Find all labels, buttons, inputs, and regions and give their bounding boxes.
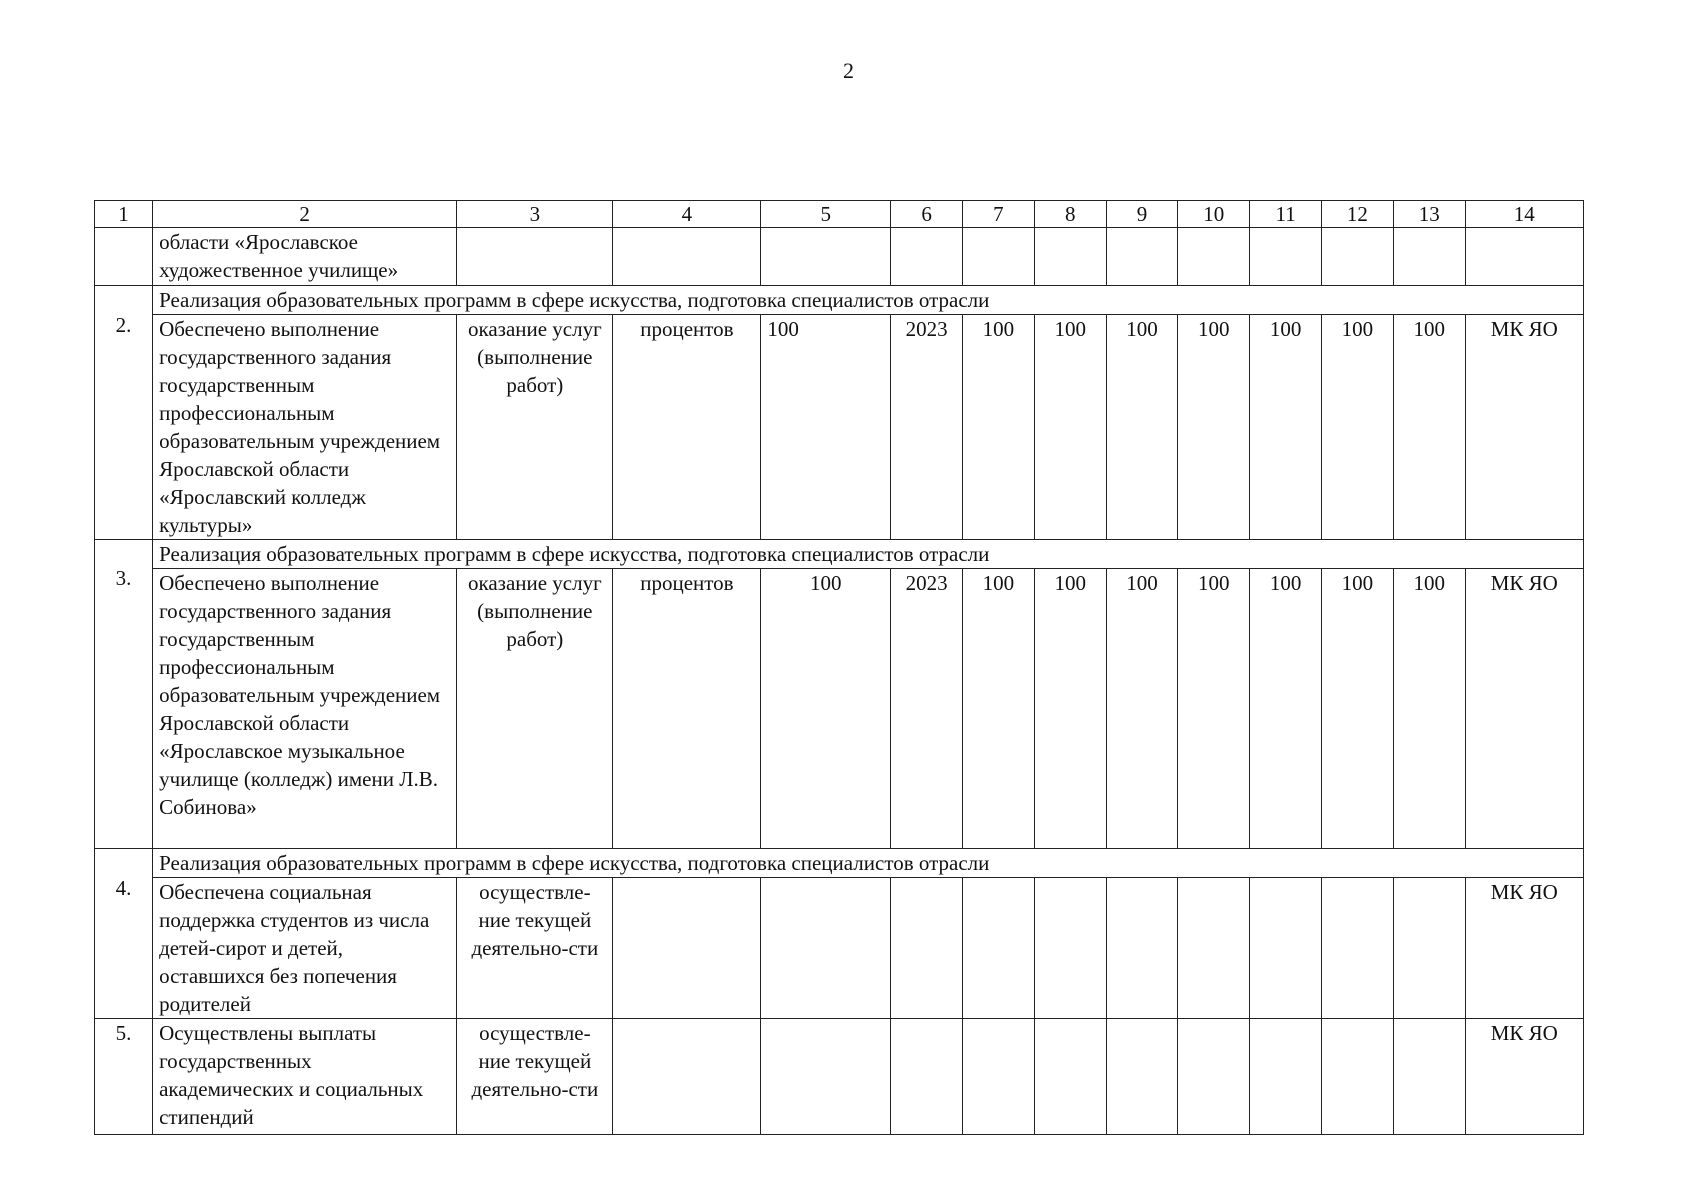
row-value-cell: 100	[1178, 315, 1250, 540]
header-cell: 10	[1178, 201, 1250, 228]
section-row	[95, 849, 1584, 878]
row-year-cell: 2023	[891, 569, 963, 849]
header-cell: 9	[1106, 201, 1178, 228]
row-name-cell: Обеспечено выполнение государственного задания государственным профессиональным образовательным учреждением Ярославской области «Ярославское музыкальное училище (колледж) имени Л.В. Собинова»	[153, 569, 457, 849]
header-row	[95, 201, 1584, 228]
section-row	[95, 286, 1584, 315]
header-cell: 11	[1250, 201, 1322, 228]
header-cell: 8	[1034, 201, 1106, 228]
row-value-cell: 100	[1322, 315, 1394, 540]
row-responsible-cell: МК ЯО	[1465, 1019, 1583, 1135]
section-title: Реализация образовательных программ в сфере искусства, подготовка специалистов отрасли	[153, 849, 1584, 878]
row-unit-cell: процентов	[613, 315, 761, 540]
row-value-cell: 100	[1034, 569, 1106, 849]
header-cell: 3	[457, 201, 613, 228]
row-base-value-cell: 100	[761, 569, 891, 849]
section-title: Реализация образовательных программ в сфере искусства, подготовка специалистов отрасли	[153, 540, 1584, 569]
row-number-cell	[95, 228, 153, 286]
header-cell: 1	[95, 201, 153, 228]
row-name-cell: Осуществлены выплаты государственных академических и социальных стипендий	[153, 1019, 457, 1135]
row-responsible-cell: МК ЯО	[1465, 315, 1583, 540]
row-value-cell: 100	[1393, 569, 1465, 849]
page-number: 2	[843, 58, 854, 83]
header-cell: 5	[761, 201, 891, 228]
row-name-cell: Обеспечена социальная поддержка студентов из числа детей-сирот и детей, оставшихся без попечения родителей	[153, 878, 457, 1019]
header-cell: 13	[1393, 201, 1465, 228]
row-type-cell: оказание услуг (выполнение работ)	[457, 315, 613, 540]
table-row-continuation	[95, 228, 1584, 286]
row-base-value-cell: 100	[761, 315, 891, 540]
table-row	[95, 1019, 1584, 1135]
row-responsible-cell: МК ЯО	[1465, 569, 1583, 849]
section-row	[95, 540, 1584, 569]
row-number-cell: 3.	[95, 540, 153, 849]
table-row	[95, 569, 1584, 849]
table-row	[95, 878, 1584, 1019]
row-value-cell: 100	[1106, 315, 1178, 540]
header-cell: 7	[963, 201, 1035, 228]
row-responsible-cell: МК ЯО	[1465, 878, 1583, 1019]
row-value-cell: 100	[1250, 315, 1322, 540]
header-cell: 2	[153, 201, 457, 228]
row-value-cell: 100	[1322, 569, 1394, 849]
row-name-cell: Обеспечено выполнение государственного задания государственным профессиональным образовательным учреждением Ярославской области «Ярославский колледж культуры»	[153, 315, 457, 540]
row-value-cell: 100	[1178, 569, 1250, 849]
row-name-cell: области «Ярославское художественное училище»	[153, 228, 457, 286]
row-value-cell: 100	[1106, 569, 1178, 849]
row-unit-cell: процентов	[613, 569, 761, 849]
table-row	[95, 315, 1584, 540]
row-number-cell: 2.	[95, 286, 153, 540]
row-value-cell: 100	[963, 315, 1035, 540]
row-value-cell: 100	[963, 569, 1035, 849]
row-year-cell: 2023	[891, 315, 963, 540]
row-number-cell: 4.	[95, 849, 153, 1019]
row-type-cell: осуществле-ние текущей деятельно-сти	[457, 878, 613, 1019]
row-value-cell: 100	[1393, 315, 1465, 540]
header-cell: 14	[1465, 201, 1583, 228]
row-type-cell: оказание услуг (выполнение работ)	[457, 569, 613, 849]
section-title: Реализация образовательных программ в сфере искусства, подготовка специалистов отрасли	[153, 286, 1584, 315]
row-value-cell: 100	[1250, 569, 1322, 849]
row-value-cell: 100	[1034, 315, 1106, 540]
header-cell: 4	[613, 201, 761, 228]
header-cell: 12	[1322, 201, 1394, 228]
indicators-table	[94, 200, 1584, 1135]
row-type-cell: осуществле-ние текущей деятельно-сти	[457, 1019, 613, 1135]
header-cell: 6	[891, 201, 963, 228]
row-number-cell: 5.	[95, 1019, 153, 1135]
